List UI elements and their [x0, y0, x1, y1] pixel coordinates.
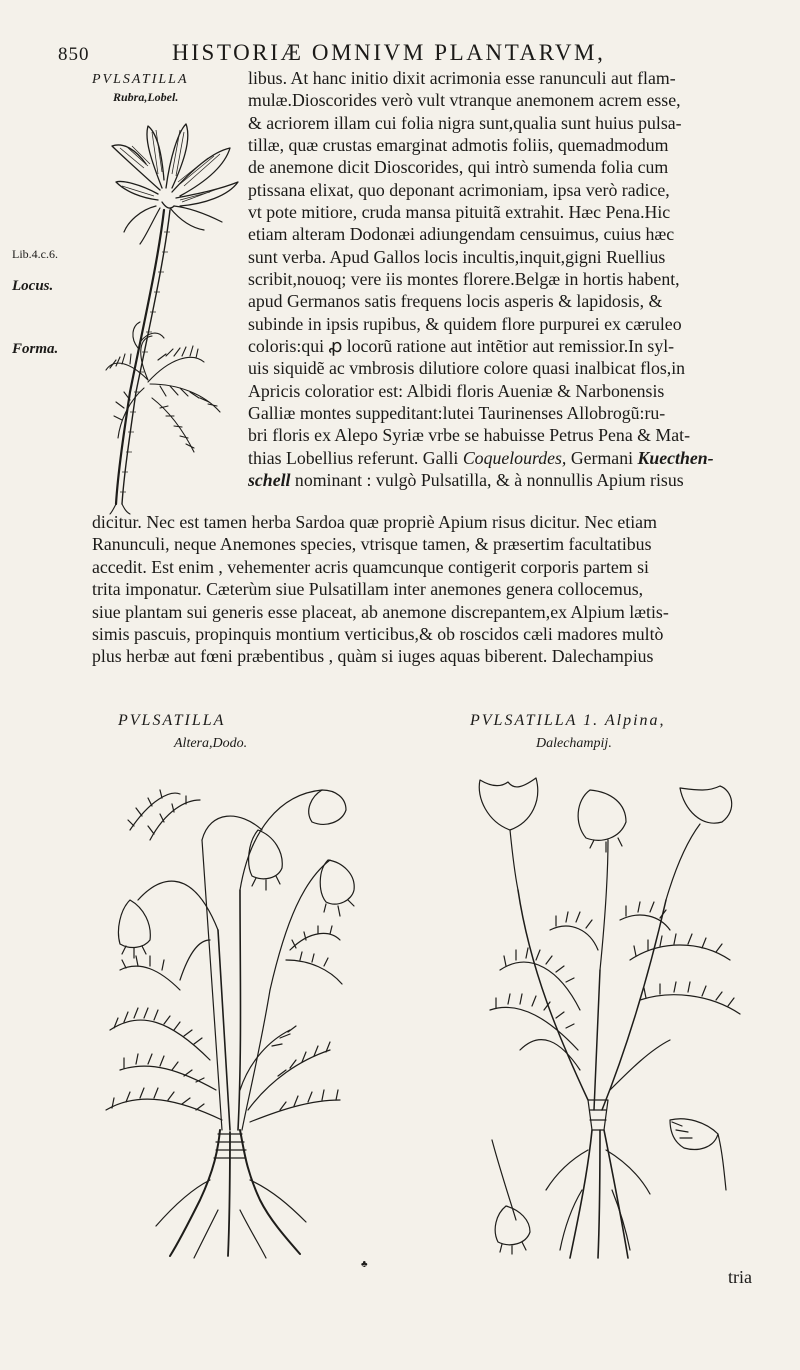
- body-text-line-1: libus. At hanc initio dixit acrimonia esse ranunculi aut flam-: [248, 68, 676, 88]
- body-text-line-21: Ranunculi, neque Anemones species, vtrisque tamen, & præsertim facultatibus: [92, 534, 652, 554]
- text-line-19-rest: nominant : vulgò Pulsatilla, & à nonnullis Apium risus: [290, 470, 684, 490]
- margin-note-locus: Locus.: [12, 278, 54, 294]
- catchword: tria: [728, 1267, 752, 1287]
- text-line-18-middle: Germani: [566, 448, 638, 468]
- top-figure-title: PVLSATILLA: [92, 72, 189, 87]
- body-text-line-24: siue plantam sui generis esse placeat, ab anemone discrepantem,ex Alpium lætis-: [92, 602, 669, 622]
- german-name-start: Kuecthen-: [637, 448, 714, 468]
- margin-note-forma: Forma.: [12, 341, 59, 357]
- body-text-line-11: apud Germanos satis frequens locis asperis & lapidosis, &: [248, 291, 663, 311]
- page-number: 850: [58, 44, 90, 65]
- body-text-line-12: subinde in ipsis rupibus, & quidem flore purpurei ex cæruleo: [248, 314, 682, 334]
- pulsatilla-altera-woodcut: [90, 770, 380, 1260]
- left-figure-title: PVLSATILLA: [118, 712, 226, 729]
- body-text-line-15: Apricis coloratior est: Albidi floris Aueniæ & Narbonensis: [248, 381, 665, 401]
- running-head: HISTORIÆ OMNIVM PLANTARVM,: [172, 40, 606, 65]
- body-text-line-26: plus herbæ aut fœni præbentibus , quàm si iuges aquas biberent. Dalechampius: [92, 646, 654, 666]
- body-text-line-3: & acriorem illam cui folia nigra sunt,qualia sunt huius pulsa-: [248, 113, 682, 133]
- text-line-18-start: thias Lobellius referunt. Galli: [248, 448, 463, 468]
- body-text-line-9: sunt verba. Apud Gallos locis incultis,inquit,gigni Ruellius: [248, 247, 666, 267]
- german-name-end: schell: [248, 470, 291, 490]
- body-text-line-7: vt pote mitiore, cruda mansa pituitã extrahit. Hæc Pena.Hic: [248, 202, 671, 222]
- body-text-line-8: etiam alteram Dodonæi adiungendam censuimus, cuius hæc: [248, 224, 675, 244]
- french-name: Coquelourdes,: [462, 448, 567, 468]
- figure-mark: ♣: [361, 1259, 368, 1270]
- body-text-line-20: dicitur. Nec est tamen herba Sardoa quæ propriè Apium risus dicitur. Nec etiam: [92, 512, 657, 532]
- right-figure-title: PVLSATILLA 1. Alpina,: [470, 712, 666, 729]
- top-figure-subtitle: Rubra,Lobel.: [113, 90, 179, 104]
- body-text-line-19: [248, 469, 684, 491]
- body-text-line-16: Galliæ montes suppeditant:lutei Taurinenses Allobrogũ:ru-: [248, 403, 666, 423]
- body-text-line-23: trita imponatur. Cæterùm siue Pulsatillam inter anemones genera collocemus,: [92, 579, 644, 599]
- body-text-line-17: bri floris ex Alepo Syriæ vrbe se habuisse Petrus Pena & Mat-: [248, 425, 690, 445]
- margin-note-reference: Lib.4.c.6.: [12, 247, 58, 261]
- body-text-line-25: simis pascuis, propinquis montium verticibus,& ob roscidos cæli madores multò: [92, 624, 664, 644]
- left-figure-subtitle: Altera,Dodo.: [174, 736, 248, 751]
- body-text-line-18: [248, 447, 714, 469]
- pulsatilla-rubra-woodcut: [100, 112, 260, 512]
- body-text-line-5: de anemone dicit Dioscorides, qui intrò sumenda folia cum: [248, 157, 669, 177]
- body-text-line-4: tillæ, quæ crustas emarginat admotis foliis, quemadmodum: [248, 135, 669, 155]
- body-text-line-2: mulæ.Dioscorides verò vult vtranque anemonem acrem esse,: [248, 90, 681, 110]
- right-figure-subtitle: Dalechampij.: [536, 736, 612, 751]
- body-text-line-13: coloris:qui ꝓ locorũ ratione aut intẽtior aut remissior.In syl-: [248, 336, 675, 356]
- body-text-line-10: scribit,nouoq; vere iis montes florere.Belgæ in hortis habent,: [248, 269, 680, 289]
- body-text-line-6: ptissana elixat, quo deponant acrimoniam, ipsa verò radice,: [248, 180, 670, 200]
- body-text-line-22: accedit. Est enim , vehementer acris quamcunque contigerit corporis partem si: [92, 557, 649, 577]
- body-text-line-14: uis siquidẽ ac vmbrosis dilutiore colore quasi inalbicat flos,in: [248, 358, 686, 378]
- pulsatilla-alpina-woodcut: [470, 770, 770, 1260]
